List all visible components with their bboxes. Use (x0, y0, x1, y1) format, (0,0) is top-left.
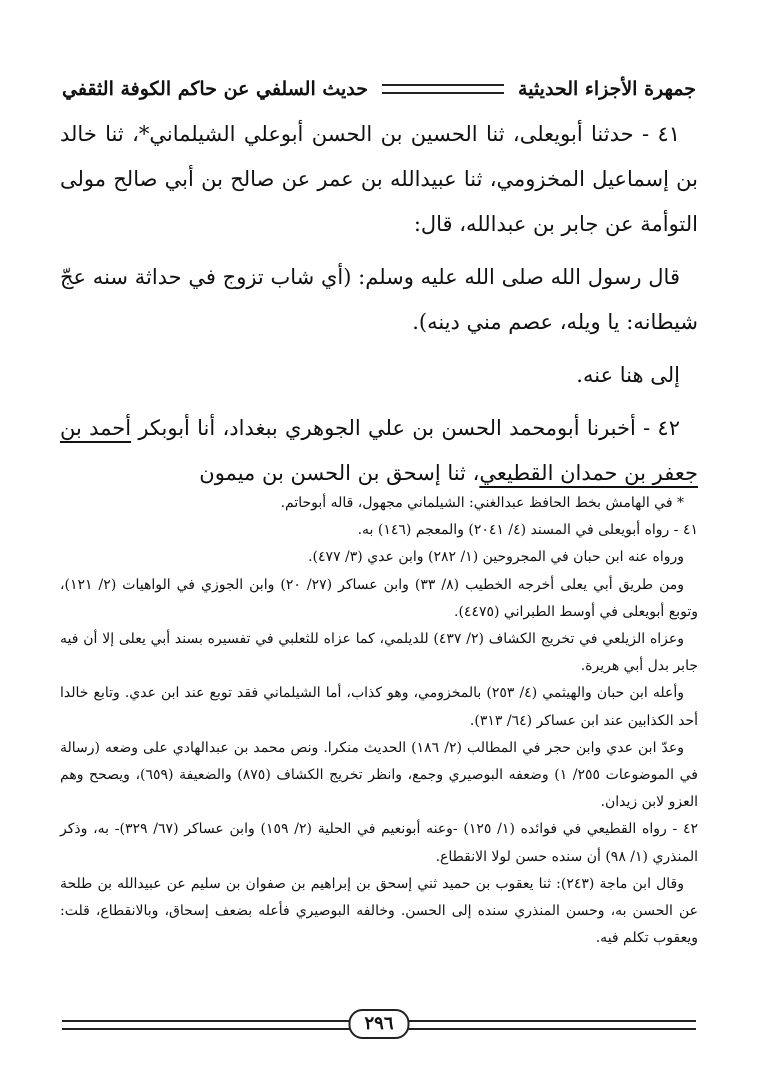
header-rule (382, 84, 504, 94)
main-text (60, 112, 698, 496)
hadith-42-part-c: ، ثنا إسحق بن الحسن بن ميمون (199, 461, 480, 485)
page-number: ٢٩٦ (348, 1009, 409, 1039)
hadith-42-underlined-name: أحمد بن جعفر بن حمدان القطيعي (60, 416, 698, 485)
footnote-line: ورواه عنه ابن حبان في المجروحين (١/ ٢٨٢) وابن عدي (٣/ ٤٧٧). (308, 549, 684, 566)
hadith-41-isnad: ٤١ - حدثنا أبويعلى، ثنا الحسين بن الحسن أبوعلي الشيلماني*، ثنا خالد بن إسماعيل المخزومي، ثنا عبيدالله بن عمر عن صالح بن أبي صالح مولى التوأمة عن جابر بن عبدالله، قال: (60, 122, 698, 236)
footnote-line: وعدّ ابن عدي وابن حجر في المطالب (٢/ ١٨٦) الحديث منكرا. ونص محمد بن عبدالهادي على وضعه (رسالة في الموضوعات ٢٥٥/ ١) وضعفه البوصيري وجمع، وانظر تخريج الكشاف (٨٧٥) والضعيفة (٦٥٩)، ويصحح وهم العزو لابن زيدان. (60, 739, 698, 811)
footnote-42: ٤٢ - رواه القطيعي في فوائده (١/ ١٢٥) -وعنه أبونعيم في الحلية (٢/ ١٥٩) وابن عساكر (٦٧/ ٣٢٩)- به، وذكر المنذري (١/ ٩٨) أن سنده حسن لولا الانقطاع. (60, 821, 699, 865)
footnote-line: وعزاه الزيلعي في تخريج الكشاف (٢/ ٤٣٧) للديلمي، كما عزاه للثعلبي في تفسيره بسند أبي يعلى إلا أن فيه جابر بدل أبي هريرة. (60, 631, 698, 675)
footnote-line: وأعله ابن حبان والهيثمي (٤/ ٢٥٣) بالمخزومي، وهو كذاب، أما الشيلماني فقد توبع عند ابن عدي. وتابع خالدا أحد الكذابين عند ابن عساكر (٦٤/ ٣١٣). (60, 685, 698, 729)
hadith-42-part-a: ٤٢ - أخبرنا أبومحمد الحسن بن علي الجوهري ببغداد، أنا أبوبكر (138, 416, 680, 440)
footnote-line: وقال ابن ماجة (٢٤٣): ثنا يعقوب بن حميد ثني إسحق بن إبراهيم بن صفوان بن سليم عن عبيدالله بن طلحة عن الحسن به، وحسن المنذري سنده إلى الحسن. وخالفه البوصيري فأعله بضعف إسحاق، وبالانقطاع، قلت: ويعقوب تكلم فيه. (60, 875, 698, 947)
hadith-41-end-note: إلى هنا عنه. (576, 363, 680, 387)
footnote-41: ٤١ - رواه أبويعلى في المسند (٤/ ٢٠٤١) والمعجم (١٤٦) به. (357, 522, 698, 539)
footnote-line: ومن طريق أبي يعلى أخرجه الخطيب (٨/ ٣٣) وابن عساكر (٢٧/ ٢٠) وابن الجوزي في الواهيات (٢/ ١٢١)، وتوبع أبويعلى في أوسط الطبراني (٤٤٧٥). (60, 576, 698, 620)
book-title: جمهرة الأجزاء الحديثية (518, 78, 696, 100)
hadith-42-isnad (60, 406, 698, 496)
section-title: حديث السلفي عن حاكم الكوفة الثقفي (62, 78, 369, 100)
footnotes (60, 490, 698, 952)
hadith-41-matn: قال رسول الله صلى الله عليه وسلم: (أي شاب تزوج في حداثة سنه عجّ شيطانه: يا ويله، عصم مني دينه). (60, 265, 698, 334)
running-header (62, 72, 696, 106)
footnote-star: * في الهامش بخط الحافظ عبدالغني: الشيلماني مجهول، قاله أبوحاتم. (280, 495, 684, 511)
